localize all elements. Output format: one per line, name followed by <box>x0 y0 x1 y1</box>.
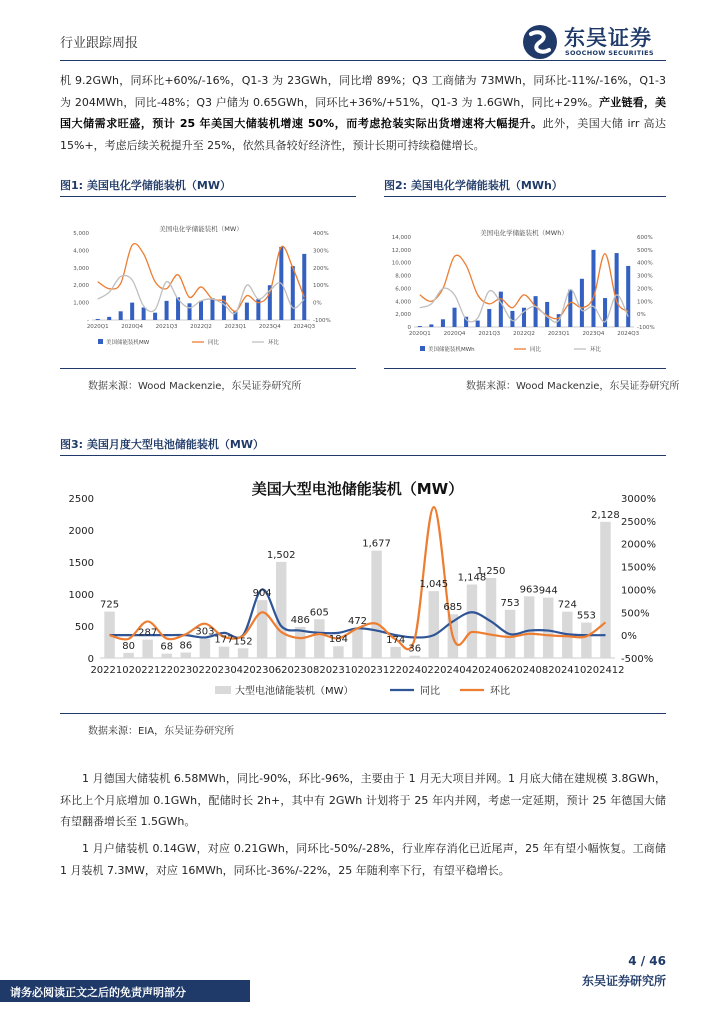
y-right-tick-label: 1500% <box>621 562 656 574</box>
y-right-tick-label: 500% <box>621 608 650 620</box>
data-label: 605 <box>309 607 329 619</box>
y-left-tick-label: 4,000 <box>395 299 411 306</box>
chart-title: 美国电化学储能装机（MW） <box>159 225 243 233</box>
legend-label-bar: 美国储能装机MW <box>106 340 150 346</box>
bar <box>200 639 210 658</box>
y-left-tick-label: 500 <box>74 622 94 633</box>
figure2-chart <box>384 205 674 365</box>
intro-paragraph <box>60 70 666 156</box>
data-label: 303 <box>195 626 215 638</box>
y-right-tick-label: 300% <box>313 248 329 255</box>
data-label: 174 <box>386 634 406 646</box>
data-label: 1,502 <box>266 549 296 561</box>
y-left-tick-label: 2,000 <box>395 312 411 319</box>
data-label: 486 <box>290 614 310 626</box>
legend-swatch-bar <box>420 346 425 351</box>
y-left-tick-label: 2,000 <box>73 283 89 290</box>
y-right-tick-label: 300% <box>637 273 653 280</box>
y-right-tick-label: 400% <box>637 260 653 267</box>
bar <box>371 551 381 658</box>
x-tick-label: 2020Q4 <box>443 331 466 337</box>
y-left-tick-label: 0 <box>407 325 411 331</box>
y-right-tick-label: 3000% <box>621 494 656 505</box>
legend-label-yoy: 同比 <box>208 340 220 346</box>
x-tick-label: 2022Q2 <box>190 324 212 330</box>
paragraph-germany-utility: 1 月德国大储装机 6.58MWh，同比-90%，环比-96%，主要由于 1 月无大项目并网。1 月底大储在建规模 3.8GWh，环比上个月底增加 0.1GWh，配储时长 2h+，其中有 2GWh 计划将于 25 年内并网，考虑一定延期，预计 25 年德国大储有望翻番增长至 1.5GWh。 <box>60 772 666 828</box>
data-label: 36 <box>408 643 422 655</box>
y-right-tick-label: 200% <box>637 286 653 293</box>
data-label: 685 <box>443 602 463 614</box>
y-right-tick-label: 0% <box>637 312 646 319</box>
x-tick-label: 202212 <box>128 665 167 676</box>
chart-title: 美国大型电池储能装机（MW） <box>251 480 464 498</box>
bar <box>487 309 491 327</box>
data-label: 2,128 <box>591 509 620 521</box>
x-tick-label: 2021Q3 <box>155 324 178 330</box>
figure1-chart <box>60 205 360 365</box>
x-tick-label: 202306 <box>243 665 282 676</box>
x-tick-label: 2024Q3 <box>617 331 640 337</box>
figure1-source: 数据来源：Wood Mackenzie，东吴证券研究所 <box>88 381 302 392</box>
figure3-chart <box>60 470 670 710</box>
y-left-tick-label: 5,000 <box>73 231 89 237</box>
bar <box>276 562 286 658</box>
x-tick-label: 202312 <box>357 665 396 676</box>
figure1-bottom-rule <box>60 368 356 369</box>
bar <box>153 313 157 320</box>
data-label: 1,250 <box>476 566 506 577</box>
bar <box>453 308 457 327</box>
bar <box>581 623 591 658</box>
bar <box>181 652 191 658</box>
y-right-tick-label: 2500% <box>621 516 656 528</box>
x-tick-label: 2024Q3 <box>293 324 316 330</box>
x-tick-label: 202410 <box>548 665 587 676</box>
bar <box>119 311 123 320</box>
figure1-title: 图1: 美国电化学储能装机（MW） <box>60 179 231 192</box>
legend-label-yoy: 同比 <box>420 686 440 697</box>
bar <box>96 319 100 320</box>
y-right-tick-label: 0% <box>313 300 322 307</box>
bar <box>123 653 133 658</box>
data-label: 1,148 <box>457 572 487 584</box>
disclaimer-band <box>0 980 250 1002</box>
bar <box>188 303 192 320</box>
bar <box>222 296 226 320</box>
bar <box>429 324 433 327</box>
y-right-tick-label: 600% <box>637 235 653 241</box>
bar <box>142 640 152 658</box>
x-tick-label: 2023Q1 <box>547 331 570 337</box>
bar <box>142 307 146 320</box>
data-label: 725 <box>99 599 120 611</box>
y-left-tick-label: 6,000 <box>395 286 411 293</box>
y-left-tick-label: 3,000 <box>73 265 89 272</box>
legend-label-mom: 环比 <box>490 686 510 697</box>
data-label: 753 <box>500 597 520 609</box>
bar <box>603 298 607 327</box>
data-label: 1,677 <box>362 538 391 550</box>
bar <box>418 326 422 327</box>
data-label: 472 <box>347 615 368 627</box>
y-right-tick-label: 0% <box>621 631 637 643</box>
x-tick-label: 2023Q4 <box>582 331 605 337</box>
y-right-tick-label: -100% <box>313 318 331 324</box>
bar <box>467 585 477 658</box>
y-right-tick-label: -100% <box>637 325 655 331</box>
bar <box>441 319 445 327</box>
y-right-tick-label: -500% <box>621 654 654 665</box>
data-label: 553 <box>576 610 596 622</box>
intro-bold-text: 产业链看，美国大储需求旺盛，预计 25 年美国大储装机增速 50%，而考虑抢装实际出货增速将大幅提升。 <box>60 95 667 130</box>
footer-org: 东吴证券研究所 <box>581 974 666 988</box>
intro-text-2: 此外，美国大储 irr 高达 15%+，考虑后续关税提升至 25%，依然具备较好经济性，预计长期可持续稳健增长。 <box>60 117 666 152</box>
bar <box>162 654 172 658</box>
bar <box>314 619 324 658</box>
y-left-tick-label: 1500 <box>68 558 94 569</box>
x-tick-label: 2022Q2 <box>513 331 535 337</box>
x-tick-label: 202210 <box>90 665 129 676</box>
x-tick-label: 202408 <box>510 665 549 676</box>
bar <box>199 301 203 320</box>
x-tick-label: 202302 <box>166 665 205 676</box>
data-label: 86 <box>179 640 193 652</box>
bar <box>238 648 248 658</box>
x-tick-label: 2020Q4 <box>121 324 144 330</box>
y-left-tick-label: 10,000 <box>391 260 411 267</box>
bar <box>333 646 343 658</box>
bar <box>409 656 419 658</box>
paragraph-germany-residential: 1 月户储装机 0.14GW，对应 0.21GWh，同环比-50%/-28%，行业库存消化已近尾声，25 年有望小幅恢复。工商储 1 月装机 7.3MW，对应 16MWh，同环比-36%/-22%，25 年随利率下行，有望平稳增长。 <box>60 842 666 877</box>
figure2-rule <box>384 196 666 197</box>
x-tick-label: 2023Q4 <box>258 324 281 330</box>
chart-title: 美国电化学储能装机（MWh） <box>480 229 568 237</box>
bar <box>219 647 229 658</box>
bar <box>130 303 134 320</box>
data-label: 287 <box>138 627 158 639</box>
data-label: 963 <box>519 584 539 596</box>
x-tick-label: 202304 <box>204 665 244 676</box>
intro-text-1: 机 9.2GWh，同环比+60%/-16%，Q1-3 为 23GWh，同比增 89%；Q3 工商储为 73MWh，同环比-11%/-16%，Q1-3 为 204MWh，同比-48%；Q3 户储为 0.65GWh，同环比+36%/+51%，Q1-3 为 1.6GWh，同比+29%。 <box>60 74 666 109</box>
bar <box>580 279 584 327</box>
legend-swatch-bar <box>98 339 103 344</box>
y-left-tick-label: 14,000 <box>391 235 411 241</box>
bar <box>476 321 480 327</box>
y-right-tick-label: 100% <box>637 299 653 306</box>
figure2-bottom-rule <box>384 368 666 369</box>
soochow-logo-icon <box>522 24 558 60</box>
x-tick-label: 2020Q1 <box>86 324 109 330</box>
legend-swatch-bar <box>215 686 231 694</box>
data-label: 184 <box>328 634 348 646</box>
y-right-tick-label: 2000% <box>621 539 656 551</box>
bar <box>302 254 306 320</box>
y-left-tick-label: 8,000 <box>395 273 411 280</box>
bar <box>429 591 439 658</box>
y-left-tick-label: 2000 <box>68 526 94 537</box>
data-label: 904 <box>252 588 272 600</box>
x-tick-label: 202406 <box>471 665 511 676</box>
figure3-bottom-rule <box>60 713 666 714</box>
legend-label-bar: 大型电池储能装机（MW） <box>235 686 354 697</box>
bar <box>626 266 630 327</box>
figure3-title: 图3: 美国月度大型电池储能装机（MW） <box>60 438 264 451</box>
y-left-tick-label: - <box>87 318 89 324</box>
y-right-tick-label: 500% <box>637 247 653 254</box>
logo-name-en: SOOCHOW SECURITIES <box>565 49 654 57</box>
y-right-tick-label: 100% <box>313 283 329 290</box>
x-tick-label: 202308 <box>281 665 320 676</box>
x-tick-label: 202310 <box>319 665 358 676</box>
x-tick-label: 2021Q3 <box>478 331 501 337</box>
figure3-source: 数据来源：EIA，东吴证券研究所 <box>88 726 235 737</box>
bar <box>390 647 400 658</box>
data-label: 724 <box>557 599 577 611</box>
bar <box>165 301 169 320</box>
disclaimer-text: 请务必阅读正文之后的免责声明部分 <box>10 986 186 999</box>
x-tick-label: 2023Q1 <box>224 324 247 330</box>
bar <box>245 303 249 320</box>
y-right-tick-label: 400% <box>313 231 329 237</box>
y-left-tick-label: 1,000 <box>73 300 89 307</box>
figure1-rule <box>60 196 356 197</box>
y-left-tick-label: 12,000 <box>391 247 411 254</box>
bar <box>210 298 214 320</box>
x-tick-label: 202412 <box>586 665 625 676</box>
y-right-tick-label: 1000% <box>621 585 656 597</box>
data-label: 80 <box>122 640 135 652</box>
data-label: 944 <box>538 585 558 597</box>
data-label: 1,045 <box>419 579 449 591</box>
bar <box>352 628 362 658</box>
y-left-tick-label: 2500 <box>68 494 94 505</box>
x-tick-label: 202404 <box>433 665 472 676</box>
bar <box>107 317 111 320</box>
logo-name-cn: 东吴证券 <box>564 26 652 50</box>
bar <box>499 292 503 327</box>
x-tick-label: 2020Q1 <box>408 331 431 337</box>
y-left-tick-label: 4,000 <box>73 248 89 255</box>
legend-label-bar: 美国储能装机MWh <box>428 347 475 353</box>
bar <box>543 598 553 658</box>
figure2-title: 图2: 美国电化学储能装机（MWh） <box>384 179 563 192</box>
bar <box>257 600 267 658</box>
header-rule <box>60 60 666 61</box>
bar <box>568 290 572 327</box>
bar <box>291 266 295 320</box>
figure3-rule <box>60 455 666 456</box>
legend-label-mom: 环比 <box>590 347 602 353</box>
report-section-label: 行业跟踪周报 <box>60 36 139 51</box>
page-number: 4 / 46 <box>628 954 666 968</box>
y-left-tick-label: 1000 <box>68 590 94 601</box>
y-left-tick-label: 0 <box>87 654 94 665</box>
x-tick-label: 202402 <box>395 665 434 676</box>
bar <box>524 596 534 658</box>
legend-label-mom: 环比 <box>268 340 280 346</box>
data-label: 177 <box>214 634 234 646</box>
data-label: 68 <box>160 641 174 653</box>
bar <box>615 253 619 327</box>
bar <box>591 250 595 327</box>
legend-label-yoy: 同比 <box>530 347 542 353</box>
figure2-source: 数据来源：Wood Mackenzie，东吴证券研究所 <box>466 381 680 392</box>
company-logo <box>522 22 682 64</box>
bar <box>534 296 538 327</box>
data-label: 152 <box>233 636 253 648</box>
y-right-tick-label: 200% <box>313 265 329 272</box>
bar <box>600 522 610 658</box>
